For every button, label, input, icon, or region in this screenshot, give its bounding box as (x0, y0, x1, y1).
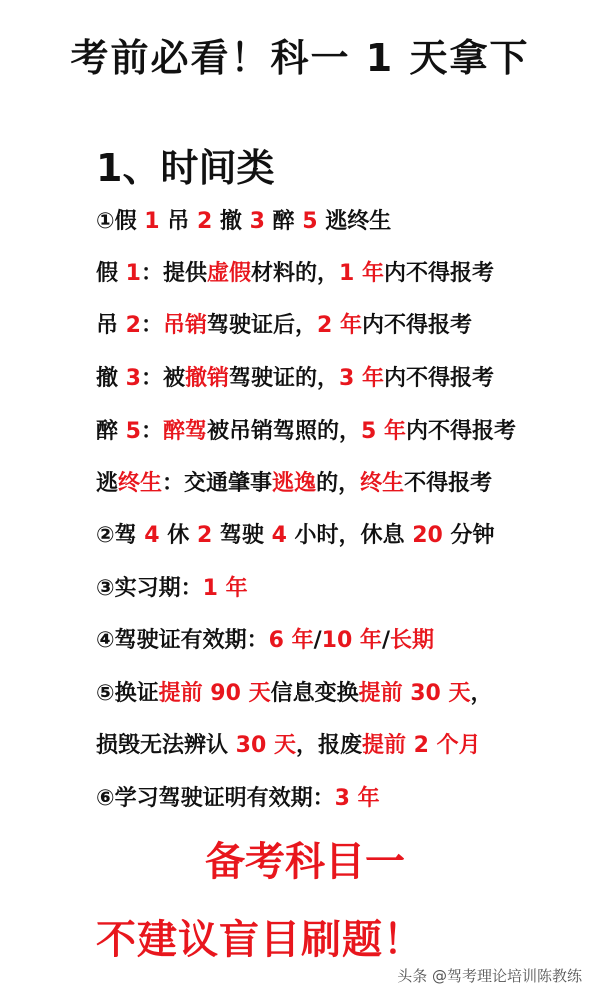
highlight-text: 4 (144, 523, 160, 548)
rule-line-5 (96, 418, 516, 447)
highlight-text: 5 年 (361, 419, 406, 444)
highlight-text: 3 年 (334, 786, 380, 811)
rule-line-12 (96, 785, 380, 814)
rule-text: 驾驶证的， (229, 366, 340, 391)
highlight-text: 3 年 (339, 366, 384, 391)
rule-text: 假 (96, 261, 126, 286)
rule-text: 吊 (159, 209, 197, 234)
rule-line-8 (96, 575, 248, 604)
highlight-text: 2 (196, 209, 213, 234)
highlight-text: 3 (125, 366, 141, 391)
rule-text: ： (140, 419, 163, 444)
rule-text: / (381, 628, 390, 653)
rule-text: ①假 (96, 209, 145, 234)
rule-text: 休 (159, 523, 197, 548)
rule-line-1 (96, 208, 391, 237)
highlight-text: 6 年 (268, 628, 314, 653)
rule-text: 逃 (96, 471, 119, 496)
highlight-text: 20 (412, 523, 443, 548)
rule-text: 内不得报考 (384, 366, 495, 391)
rule-text: ： (140, 313, 163, 338)
cta-line-2: 不建议盲目刷题！ (96, 917, 424, 963)
highlight-text: 1 年 (202, 576, 248, 601)
highlight-text: 虚假 (207, 261, 252, 286)
rule-text: 小时，休息 (286, 523, 413, 548)
rule-line-11 (96, 732, 481, 761)
rule-text: 吊 (96, 313, 126, 338)
rule-line-6 (96, 470, 492, 499)
watermark-text: 头条 @驾考理论培训陈教练 (397, 967, 582, 985)
highlight-text: 提前 90 天 (158, 681, 271, 706)
highlight-text: 3 (249, 209, 265, 234)
highlight-text: 5 (125, 419, 141, 444)
rule-text: 不得报考 (404, 471, 493, 496)
page-title: 考前必看！科一 1 天拿下 (70, 36, 530, 80)
rule-text: 撤 (212, 209, 250, 234)
rule-text: / (313, 628, 322, 653)
highlight-text: 终生 (360, 471, 405, 496)
highlight-text: 撤销 (185, 366, 230, 391)
rule-text: 醉 (96, 419, 126, 444)
rule-text: ， (470, 681, 493, 706)
rule-text: ：交通肇事 (162, 471, 273, 496)
rule-text: ：被 (140, 366, 185, 391)
highlight-text: 5 (302, 209, 318, 234)
highlight-text: 2 (196, 523, 213, 548)
highlight-text: 吊销 (163, 313, 208, 338)
rule-text: 内不得报考 (362, 313, 473, 338)
section-heading: 1、时间类 (96, 146, 275, 190)
rule-line-10 (96, 680, 493, 709)
highlight-text: 醉驾 (163, 419, 208, 444)
highlight-text: 1 (125, 261, 141, 286)
rule-text: 醉 (264, 209, 303, 234)
rule-text: 内不得报考 (406, 419, 517, 444)
rule-text: 材料的， (251, 261, 340, 286)
rule-line-7 (96, 522, 495, 551)
rule-text: 逃终生 (317, 209, 392, 234)
highlight-text: 提前 2 个月 (361, 733, 481, 758)
rule-line-2 (96, 260, 494, 289)
rule-text: ②驾 (96, 523, 145, 548)
rule-line-4 (96, 365, 494, 394)
rule-text: 分钟 (442, 523, 495, 548)
rule-text: 被吊销驾照的， (207, 419, 362, 444)
highlight-text: 2 (125, 313, 141, 338)
rule-text: ⑤换证 (96, 681, 159, 706)
rule-text: ③实习期： (96, 576, 203, 601)
cta-line-1: 备考科目一 (205, 839, 405, 885)
rule-line-3 (96, 312, 472, 341)
rule-text: ，报废 (295, 733, 362, 758)
rule-text: 信息变换 (270, 681, 359, 706)
rule-text: ⑥学习驾驶证明有效期： (96, 786, 335, 811)
highlight-text: 逃逸 (272, 471, 317, 496)
rule-text: 驾驶证后， (207, 313, 318, 338)
rule-text: 撤 (96, 366, 126, 391)
highlight-text: 提前 30 天 (358, 681, 471, 706)
rule-text: 损毁无法辨认 (96, 733, 236, 758)
highlight-text: 1 (144, 209, 160, 234)
rule-text: 驾驶 (212, 523, 272, 548)
highlight-text: 2 年 (317, 313, 362, 338)
highlight-text: 4 (271, 523, 287, 548)
highlight-text: 30 天 (235, 733, 296, 758)
rule-text: ④驾驶证有效期： (96, 628, 269, 653)
rule-text: ：提供 (140, 261, 207, 286)
rule-text: 内不得报考 (384, 261, 495, 286)
highlight-text: 终生 (118, 471, 163, 496)
highlight-text: 长期 (389, 628, 434, 653)
rule-line-9 (96, 627, 434, 656)
rule-text: 的， (316, 471, 361, 496)
highlight-text: 1 年 (339, 261, 384, 286)
highlight-text: 10 年 (321, 628, 382, 653)
